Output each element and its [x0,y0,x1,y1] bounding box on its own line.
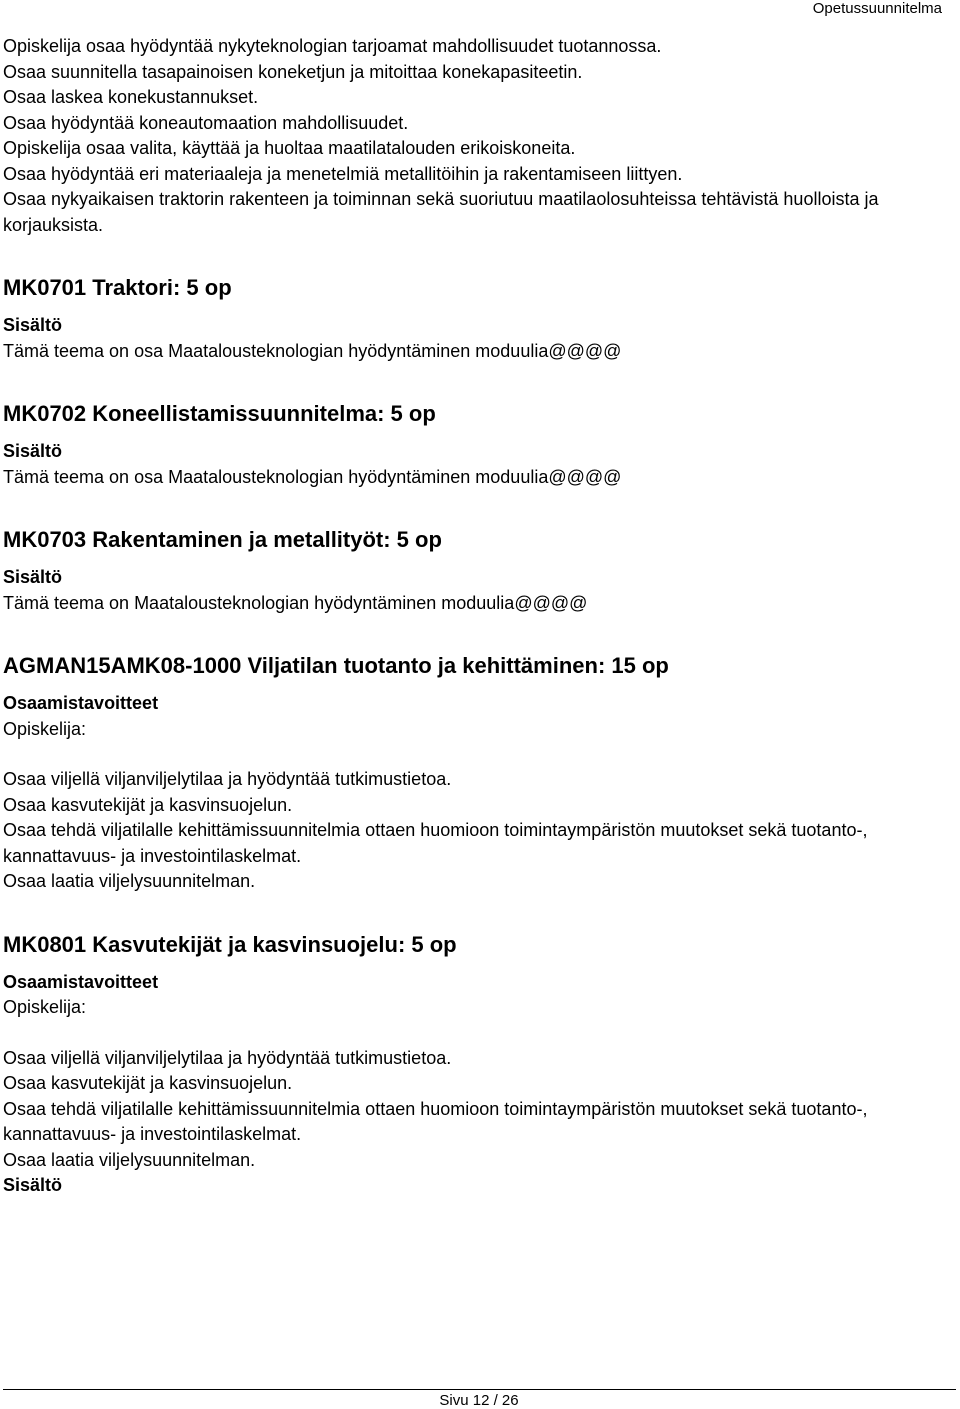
content-text: Tämä teema on osa Maatalousteknologian hyödyntäminen moduulia@@@@ [3,466,622,487]
section-title: MK0701 Traktori: 5 op [3,275,232,300]
intro-line: Osaa nykyaikaisen traktorin rakenteen ja toiminnan sekä suoriutuu maatilaolosuhteissa tehtävistä huolloista ja korjauksista. [3,189,879,235]
content-label: Sisältö [3,567,63,587]
goal-line: Osaa viljellä viljanviljelytilaa ja hyödyntää tutkimustietoa. [3,1047,452,1068]
page-number: Sivu 12 / 26 [439,1392,519,1409]
content-label: Sisältö [3,441,63,461]
goal-line: Osaa viljellä viljanviljelytilaa ja hyödyntää tutkimustietoa. [3,769,452,789]
section-mk0703 [3,526,953,616]
section-title: MK0702 Koneellistamissuunnitelma: 5 op [3,401,436,426]
page-content [3,34,953,1199]
intro-line: Opiskelija osaa hyödyntää nykyteknologian tarjoamat mahdollisuudet tuotannossa. [3,36,662,56]
intro-outcomes [3,34,953,238]
content-text: Tämä teema on Maatalousteknologian hyödyntäminen moduulia@@@@ [3,592,588,613]
intro-line: Osaa suunnitella tasapainoisen koneketjun ja mitoittaa konekapasiteetin. [3,61,583,82]
goal-line: Osaa tehdä viljatilalle kehittämissuunnitelmia ottaen huomioon toimintaympäristön muutokset sekä tuotanto-, kannattavuus- ja investointilaskelmat. [3,1098,868,1144]
section-title: AGMAN15AMK08-1000 Viljatilan tuotanto ja kehittäminen: 15 op [3,653,669,678]
student-label: Opiskelija: [3,997,87,1017]
content-label: Sisältö [3,315,63,335]
intro-line: Osaa laskea konekustannukset. [3,87,259,107]
goal-line: Osaa laatia viljelysuunnitelman. [3,871,256,891]
section-mk0702 [3,400,953,490]
intro-line: Opiskelija osaa valita, käyttää ja huoltaa maatilatalouden erikoiskoneita. [3,138,576,158]
goal-line: Osaa kasvutekijät ja kasvinsuojelun. [3,794,293,815]
intro-line: Osaa hyödyntää eri materiaaleja ja menetelmiä metallitöihin ja rakentamiseen liittyen. [3,163,683,184]
goals-label: Osaamistavoitteet [3,693,159,713]
page-footer [0,1393,960,1409]
goal-line: Osaa kasvutekijät ja kasvinsuojelun. [3,1073,293,1093]
document-header-title: Opetussuunnitelma [812,0,942,17]
footer-divider [3,1389,956,1390]
content-text: Tämä teema on osa Maatalousteknologian hyödyntäminen moduulia@@@@ [3,340,622,361]
section-mk0801 [3,931,953,1199]
goals-label: Osaamistavoitteet [3,971,159,992]
intro-line: Osaa hyödyntää koneautomaation mahdollisuudet. [3,112,409,133]
goal-line: Osaa tehdä viljatilalle kehittämissuunnitelmia ottaen huomioon toimintaympäristön muutokset sekä tuotanto-, kannattavuus- ja investointilaskelmat. [3,820,868,866]
content-label: Sisältö [3,1175,63,1195]
section-mk0701 [3,274,953,364]
section-title: MK0801 Kasvutekijät ja kasvinsuojelu: 5 op [3,931,457,957]
student-label: Opiskelija: [3,718,87,739]
section-agman15amk08 [3,652,953,895]
goal-line: Osaa laatia viljelysuunnitelman. [3,1149,256,1170]
section-title: MK0703 Rakentaminen ja metallityöt: 5 op [3,527,442,552]
